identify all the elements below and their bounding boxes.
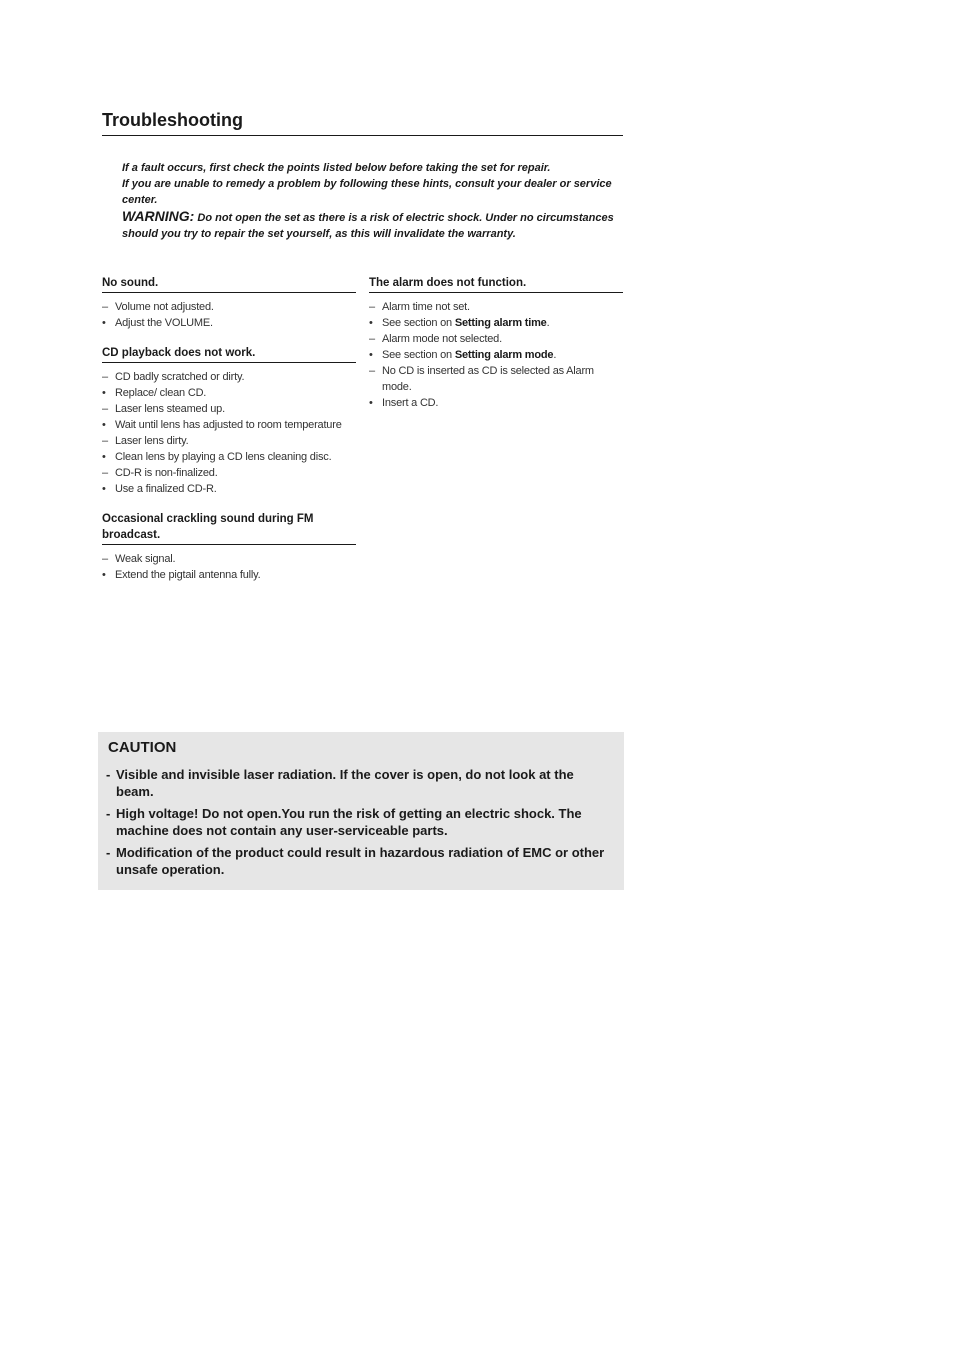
caution-dash: - [106, 845, 111, 860]
dash-marker: – [102, 467, 108, 479]
dash-marker: – [369, 365, 375, 377]
cause-item [369, 299, 623, 315]
item-text: CD-R is non-finalized. [115, 467, 218, 479]
cause-item [102, 433, 356, 449]
item-text: See section on [382, 349, 455, 361]
remedy-item [102, 481, 356, 497]
cause-item [369, 363, 623, 395]
right-column [369, 275, 623, 411]
item-text: See section on [382, 317, 455, 329]
caution-dash: - [106, 806, 111, 821]
warning-text: Do not open the set as there is a risk of electric shock. Under no circumstances should you try to repair the set yourself, as this will invalidate the warranty. [122, 212, 614, 240]
bullet-marker: • [369, 397, 373, 409]
remedy-item [102, 449, 356, 465]
item-text: Adjust the VOLUME. [115, 317, 213, 329]
caution-item [106, 844, 614, 878]
item-punctuation: . [553, 349, 557, 361]
remedy-item [369, 315, 623, 331]
item-text: Volume not adjusted. [115, 301, 214, 313]
cause-item [369, 331, 623, 347]
warning-label: WARNING: [122, 208, 195, 224]
section-items [369, 299, 623, 411]
bullet-marker: • [102, 317, 106, 329]
bullet-marker: • [102, 569, 106, 581]
caution-text: Visible and invisible laser radiation. If the cover is open, do not look at the beam. [116, 767, 574, 799]
item-text: Replace/ clean CD. [115, 387, 207, 399]
remedy-item [369, 347, 623, 363]
caution-item [106, 805, 614, 839]
item-text: Laser lens dirty. [115, 435, 189, 447]
dash-marker: – [369, 301, 375, 313]
caution-list [106, 766, 614, 878]
bullet-marker: • [102, 387, 106, 399]
dash-marker: – [369, 333, 375, 345]
item-text: Wait until lens has adjusted to room temperature [115, 419, 342, 431]
dash-marker: – [102, 403, 108, 415]
item-text: Weak signal. [115, 553, 176, 565]
warning-paragraph [122, 208, 622, 242]
item-text: Alarm time not set. [382, 301, 470, 313]
section-heading: Occasional crackling sound during FM broadcast. [102, 511, 356, 545]
bullet-marker: • [102, 419, 106, 431]
section-heading: No sound. [102, 275, 356, 293]
remedy-item [102, 417, 356, 433]
bullet-marker: • [369, 317, 373, 329]
item-text: CD badly scratched or dirty. [115, 371, 245, 383]
caution-item [106, 766, 614, 800]
cause-item [102, 299, 356, 315]
bullet-marker: • [102, 483, 106, 495]
item-text: Use a finalized CD-R. [115, 483, 217, 495]
section-heading: CD playback does not work. [102, 345, 356, 363]
cause-item [102, 401, 356, 417]
title-divider [102, 135, 623, 136]
section-items [102, 369, 356, 497]
intro-notice [122, 160, 622, 242]
cause-item [102, 465, 356, 481]
page-title: Troubleshooting [102, 110, 243, 130]
item-text: No CD is inserted as CD is selected as Alarm mode. [382, 365, 594, 393]
cause-item [102, 369, 356, 385]
dash-marker: – [102, 435, 108, 447]
dash-marker: – [102, 301, 108, 313]
item-text: Insert a CD. [382, 397, 439, 409]
remedy-item [102, 385, 356, 401]
intro-line-2: If you are unable to remedy a problem by following these hints, consult your dealer or service center. [122, 178, 612, 206]
remedy-item [102, 567, 356, 583]
item-text: Alarm mode not selected. [382, 333, 502, 345]
section-the-alarm-does-not-function [369, 275, 623, 411]
section-occasional-crackling-sound-during-fm-bro [102, 511, 356, 583]
section-items [102, 551, 356, 583]
remedy-item [102, 315, 356, 331]
section-heading: The alarm does not function. [369, 275, 623, 293]
remedy-item [369, 395, 623, 411]
caution-box [98, 732, 624, 890]
caution-title: CAUTION [108, 739, 177, 756]
dash-marker: – [102, 371, 108, 383]
section-items [102, 299, 356, 331]
section-no-sound [102, 275, 356, 331]
dash-marker: – [102, 553, 108, 565]
item-punctuation: . [546, 317, 550, 329]
item-text: Extend the pigtail antenna fully. [115, 569, 261, 581]
item-text: Clean lens by playing a CD lens cleaning disc. [115, 451, 332, 463]
caution-dash: - [106, 767, 111, 782]
item-reference: Setting alarm time [454, 317, 547, 329]
caution-text: Modification of the product could result in hazardous radiation of EMC or other unsafe operation. [116, 845, 605, 877]
section-cd-playback-does-not-work [102, 345, 356, 497]
bullet-marker: • [369, 349, 373, 361]
item-text: Laser lens steamed up. [115, 403, 225, 415]
caution-text: High voltage! Do not open.You run the risk of getting an electric shock. The machine does not contain any user-serviceable parts. [116, 806, 582, 838]
intro-line-1: If a fault occurs, first check the points listed below before taking the set for repair. [122, 162, 551, 174]
item-reference: Setting alarm mode [454, 349, 554, 361]
cause-item [102, 551, 356, 567]
left-column [102, 275, 356, 583]
bullet-marker: • [102, 451, 106, 463]
